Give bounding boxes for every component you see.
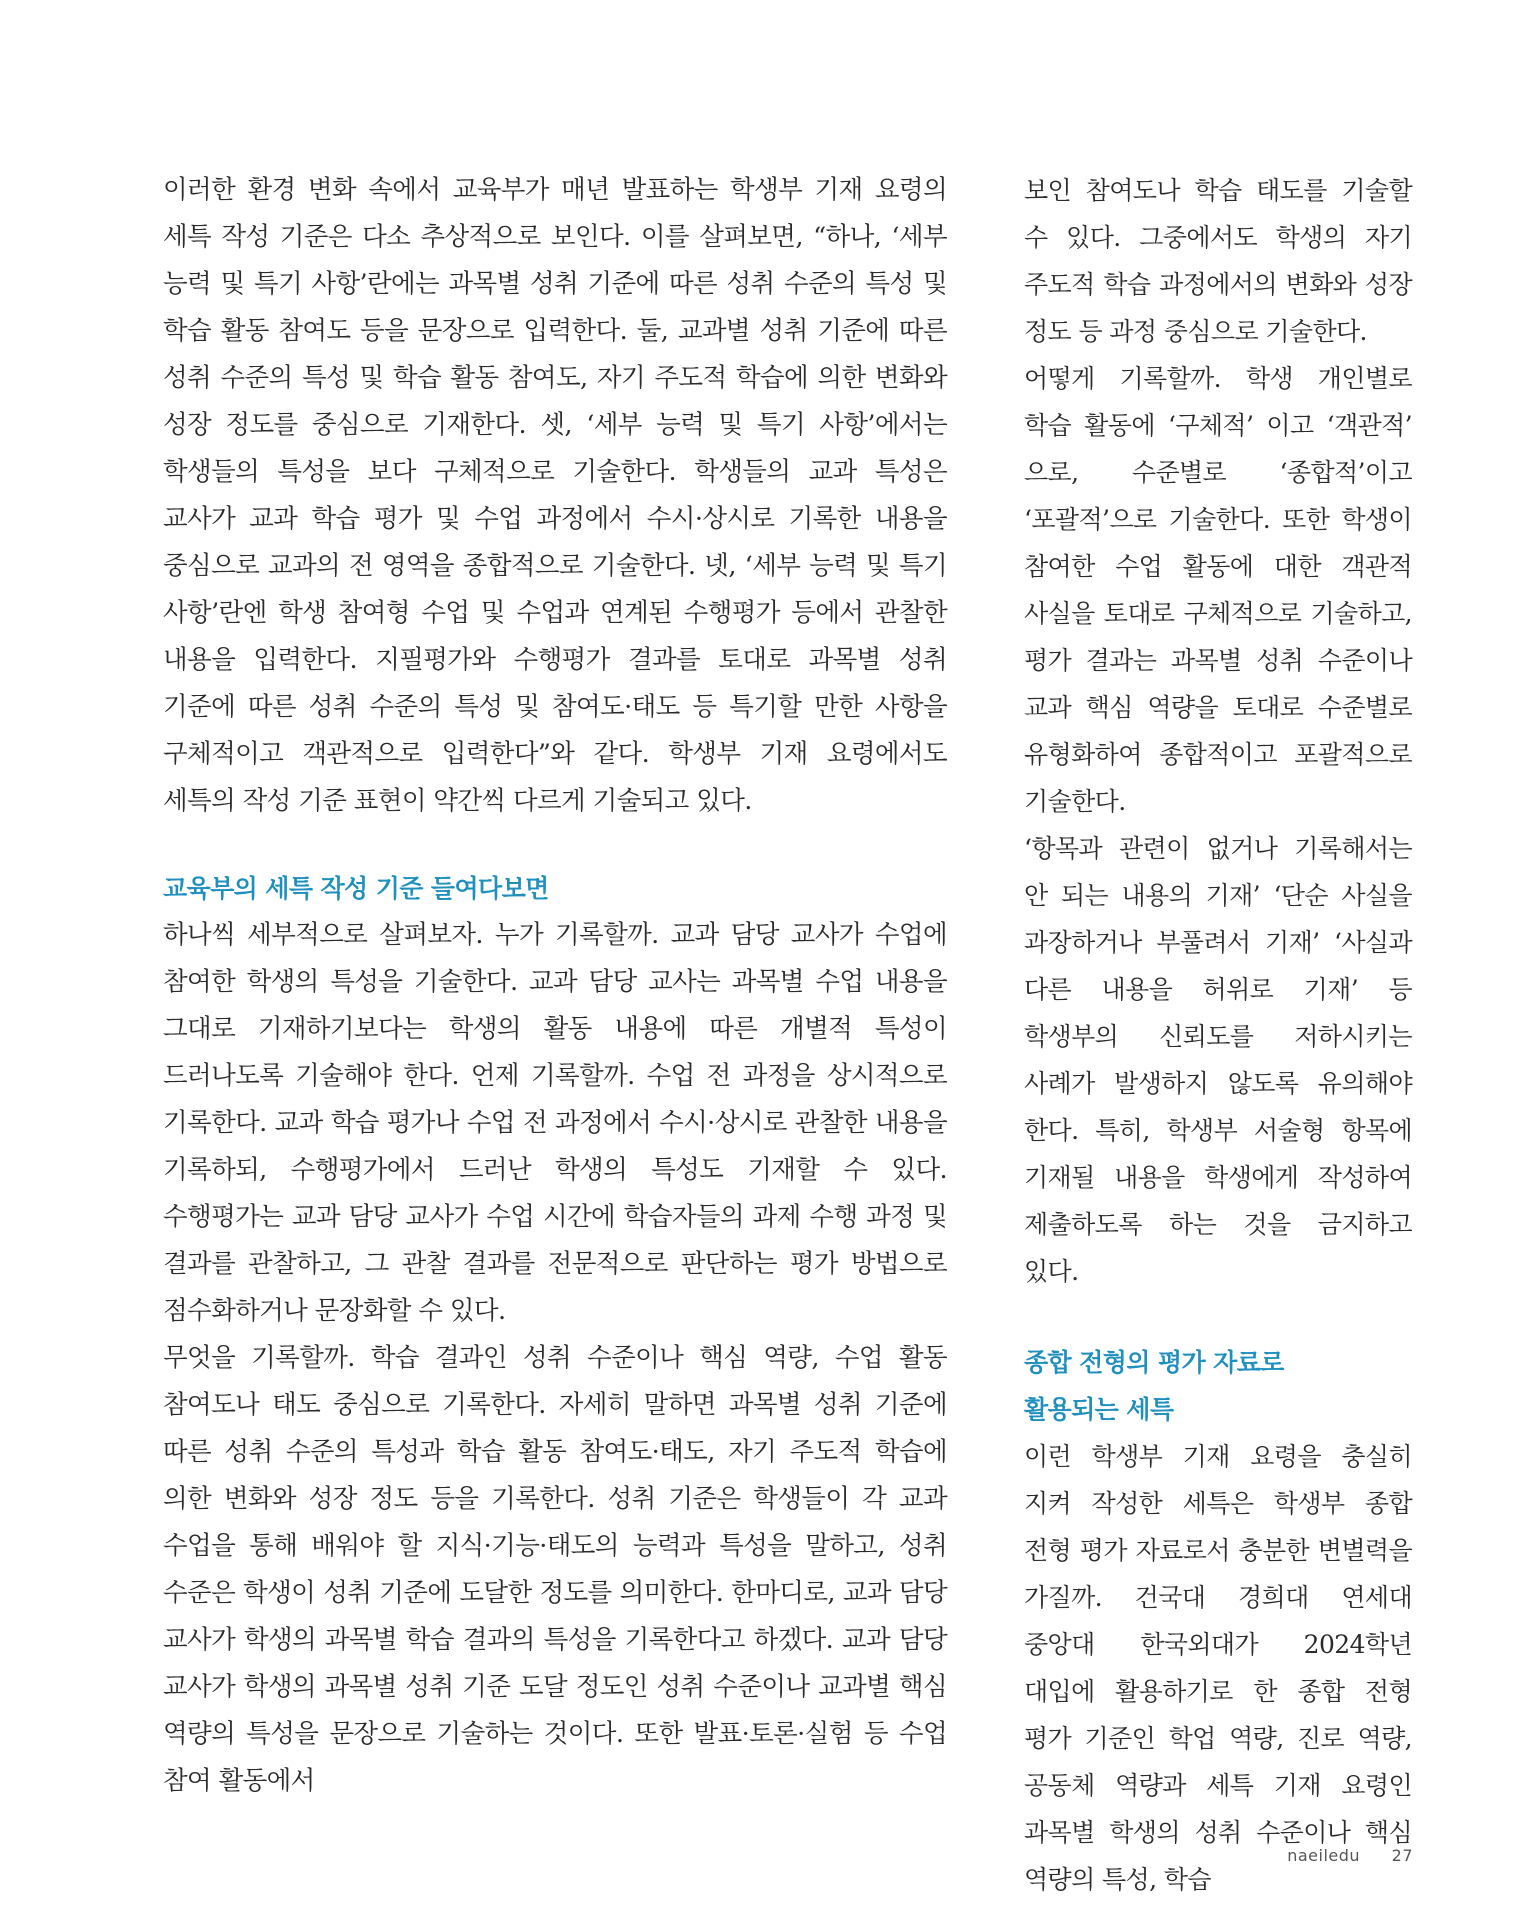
section-heading-moe-criteria: 교육부의 세특 작성 기준 들여다보면 <box>163 874 549 903</box>
section-heading-line-2: 활용되는 세특 <box>1024 1395 1174 1424</box>
body-paragraph-what: 무엇을 기록할까. 학습 결과인 성취 수준이나 핵심 역량, 수업 활동 참여도나 태도 중심으로 기록한다. 자세히 말하면 과목별 성취 기준에 따른 성취 수준의 특성과 학습 활동 참여도·태도, 자기 주도적 학습에 의한 변화와 성장 정도 등을 기록한다. 성취 기준은 학생들이 각 교과 수업을 통해 배워야 할 지식·기능·태도의 능력과 특성을 말하고, 성취 수준은 학생이 성취 기준에 도달한 정도를 의미한다. 한마디로, 교과 담당 교사가 학생의 과목별 학습 결과의 특성을 기록한다고 하겠다. 교과 담당 교사가 학생의 과목별 성취 기준 도달 정도인 성취 수준이나 교과별 핵심 역량의 특성을 문장으로 기술하는 것이다. 또한 발표·토론·실험 등 수업 참여 활동에서 <box>163 1343 947 1796</box>
right-column <box>1024 167 1412 1903</box>
section-heading-line-1: 종합 전형의 평가 자료로 <box>1024 1348 1284 1377</box>
intro-paragraph: 이러한 환경 변화 속에서 교육부가 매년 발표하는 학생부 기재 요령의 세특 작성 기준은 다소 추상적으로 보인다. 이를 살펴보면, “하나, ‘세부 능력 및 특기 사항’란에는 과목별 성취 기준에 따른 성취 수준의 특성 및 학습 활동 참여도 등을 문장으로 입력한다. 둘, 교과별 성취 기준에 따른 성취 수준의 특성 및 학습 활동 참여도, 자기 주도적 학습에 의한 변화와 성장 정도를 중심으로 기재한다. 셋, ‘세부 능력 및 특기 사항’에서는 학생들의 특성을 보다 구체적으로 기술한다. 학생들의 교과 특성은 교사가 교과 학습 평가 및 수업 과정에서 수시·상시로 기록한 내용을 중심으로 교과의 전 영역을 종합적으로 기술한다. 넷, ‘세부 능력 및 특기 사항’란엔 학생 참여형 수업 및 수업과 연계된 수행평가 등에서 관찰한 내용을 입력한다. 지필평가와 수행평가 결과를 토대로 과목별 성취 기준에 따른 성취 수준의 특성 및 참여도·태도 등 특기할 만한 사항을 구체적이고 객관적으로 입력한다”와 같다. 학생부 기재 요령에서도 세특의 작성 기준 표현이 약간씩 다르게 기술되고 있다. <box>163 175 947 816</box>
publication-name: naeiledu <box>1287 1846 1361 1865</box>
left-column <box>163 167 947 1805</box>
body-paragraph-evaluation: 이런 학생부 기재 요령을 충실히 지켜 작성한 세특은 학생부 종합 전형 평가 자료로서 충분한 변별력을 가질까. 건국대 경희대 연세대 중앙대 한국외대가 2024학년 대입에 활용하기로 한 종합 전형 평가 기준인 학업 역량, 진로 역량, 공동체 역량과 세특 기재 요령인 과목별 학생의 성취 수준이나 핵심 역량의 특성, 학습 <box>1024 1442 1412 1894</box>
body-paragraph-how: 어떻게 기록할까. 학생 개인별로 학습 활동에 ‘구체적’ 이고 ‘객관적’ 으로, 수준별로 ‘종합적’이고 ‘포괄적’으로 기술한다. 또한 학생이 참여한 수업 활동에 대한 객관적 사실을 토대로 구체적으로 기술하고, 평가 결과는 과목별 성취 수준이나 교과 핵심 역량을 토대로 수준별로 유형화하여 종합적이고 포괄적으로 기술한다. <box>1024 364 1412 816</box>
body-paragraph-who-when: 하나씩 세부적으로 살펴보자. 누가 기록할까. 교과 담당 교사가 수업에 참여한 학생의 특성을 기술한다. 교과 담당 교사는 과목별 수업 내용을 그대로 기재하기보다는 학생의 활동 내용에 따른 개별적 특성이 드러나도록 기술해야 한다. 언제 기록할까. 수업 전 과정을 상시적으로 기록한다. 교과 학습 평가나 수업 전 과정에서 수시·상시로 관찰한 내용을 기록하되, 수행평가에서 드러난 학생의 특성도 기재할 수 있다. 수행평가는 교과 담당 교사가 수업 시간에 학습자들의 과제 수행 과정 및 결과를 관찰하고, 그 관찰 결과를 전문적으로 판단하는 평가 방법으로 점수화하거나 문장화할 수 있다. <box>163 920 947 1326</box>
section-heading-evaluation <box>1024 1339 1412 1433</box>
body-paragraph-continued: 보인 참여도나 학습 태도를 기술할 수 있다. 그중에서도 학생의 자기 주도적 학습 과정에서의 변화와 성장 정도 등 과정 중심으로 기술한다. <box>1024 176 1412 346</box>
body-paragraph-cautions: ‘항목과 관련이 없거나 기록해서는 안 되는 내용의 기재’ ‘단순 사실을 과장하거나 부풀려서 기재’ ‘사실과 다른 내용을 허위로 기재’ 등 학생부의 신뢰도를 저하시키는 사례가 발생하지 않도록 유의해야 한다. 특히, 학생부 서술형 항목에 기재될 내용을 학생에게 작성하여 제출하도록 하는 것을 금지하고 있다. <box>1024 834 1412 1286</box>
page-number: 27 <box>1391 1846 1413 1865</box>
page-footer <box>1287 1846 1413 1865</box>
